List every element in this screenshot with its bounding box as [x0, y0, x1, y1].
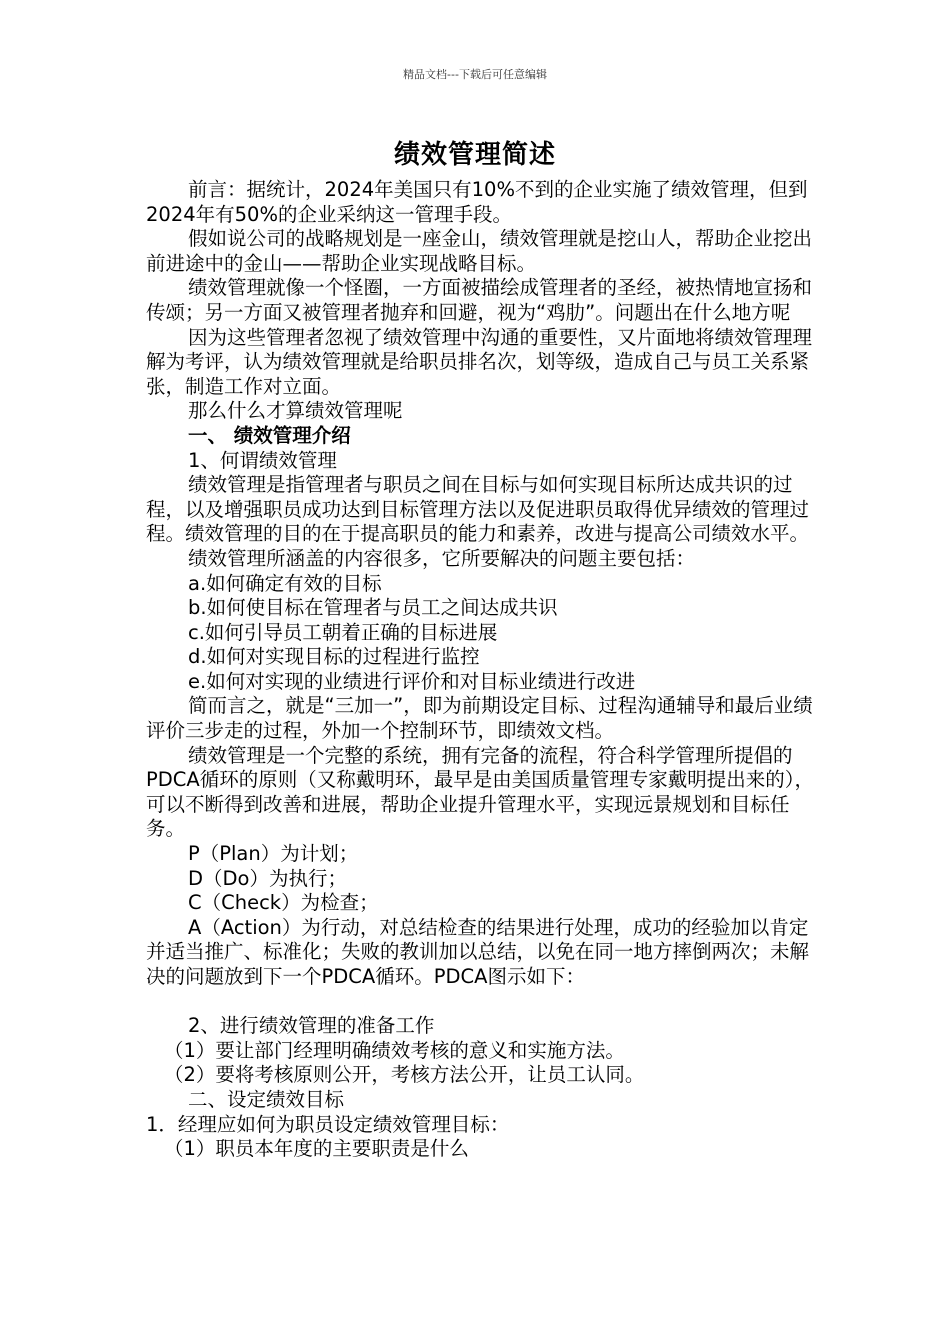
heading-set-goals: 1．经理应如何为职员设定绩效管理目标：	[146, 1112, 510, 1136]
paragraph-circle: 绩效管理就像一个怪圈，一方面被描绘成管理者的圣经，被热情地宣扬和传颂；另一方面又被管理者抛弃和回避，视为“鸡肋”。问题出在什么地方呢	[146, 276, 813, 324]
paragraph-scope: 绩效管理所涵盖的内容很多，它所要解决的问题主要包括：	[188, 546, 696, 570]
paragraph-neglect: 因为这些管理者忽视了绩效管理中沟通的重要性，又片面地将绩效管理理解为考评，认为绩效管理就是给职员排名次，划等级，造成自己与员工关系紧张，制造工作对立面。	[146, 325, 813, 398]
list-item-d: d.如何对实现目标的过程进行监控	[188, 645, 480, 669]
paragraph-strategy: 假如说公司的战略规划是一座金山，绩效管理就是挖山人，帮助企业挖出前进途中的金山——帮助企业实现战略目标。	[146, 227, 813, 275]
document-body	[146, 178, 826, 1162]
prep-item-1: （1）要让部门经理明确绩效考核的意义和实施方法。	[164, 1038, 625, 1062]
figure-space	[146, 990, 826, 1015]
pdca-action: A（Action）为行动，对总结检查的结果进行处理，成功的经验加以肯定并适当推广、标准化；失败的教训加以总结，以免在同一地方摔倒两次；未解决的问题放到下一个PDCA循环。PDCA图示如下：	[146, 915, 810, 988]
heading-definition: 1、何谓绩效管理	[188, 448, 337, 472]
heading-preparation: 2、进行绩效管理的准备工作	[188, 1014, 435, 1038]
pdca-do: D（Do）为执行；	[188, 866, 347, 890]
heading-section-1: 一、 绩效管理介绍	[188, 423, 351, 447]
paragraph-preface: 前言：据统计，2024年美国只有10%不到的企业实施了绩效管理，但到2024年有50%的企业采纳这一管理手段。	[146, 178, 808, 226]
page-header: 精品文档---下载后可任意编辑	[403, 68, 547, 81]
pdca-check: C（Check）为检查；	[188, 891, 379, 915]
goal-item-1: （1）职员本年度的主要职责是什么	[164, 1137, 469, 1161]
heading-section-2: 二、设定绩效目标	[188, 1087, 345, 1111]
list-item-e: e.如何对实现的业绩进行评价和对目标业绩进行改进	[188, 669, 636, 693]
paragraph-question: 那么什么才算绩效管理呢	[188, 399, 403, 423]
paragraph-pdca: 绩效管理是一个完整的系统，拥有完备的流程，符合科学管理所提倡的PDCA循环的原则（又称戴明环，最早是由美国质量管理专家戴明提出来的），可以不断得到改善和进展，帮助企业提升管理水平，实现远景规划和目标任务。	[146, 743, 814, 841]
paragraph-definition: 绩效管理是指管理者与职员之间在目标与如何实现目标所达成共识的过程，以及增强职员成功达到目标管理方法以及促进职员取得优异绩效的管理过程。绩效管理的目的在于提高职员的能力和素养，改进与提高公司绩效水平。	[146, 473, 810, 546]
paragraph-summary: 简而言之，就是“三加一”，即为前期设定目标、过程沟通辅导和最后业绩评价三步走的过程，外加一个控制环节，即绩效文档。	[146, 694, 813, 743]
list-item-a: a.如何确定有效的目标	[188, 571, 382, 595]
document-title: 绩效管理简述	[393, 140, 556, 170]
list-item-c: c.如何引导员工朝着正确的目标进展	[188, 620, 498, 644]
list-item-b: b.如何使目标在管理者与员工之间达成共识	[188, 596, 558, 620]
prep-item-2: （2）要将考核原则公开，考核方法公开，让员工认同。	[164, 1063, 645, 1087]
pdca-plan: P（Plan）为计划；	[188, 842, 359, 866]
